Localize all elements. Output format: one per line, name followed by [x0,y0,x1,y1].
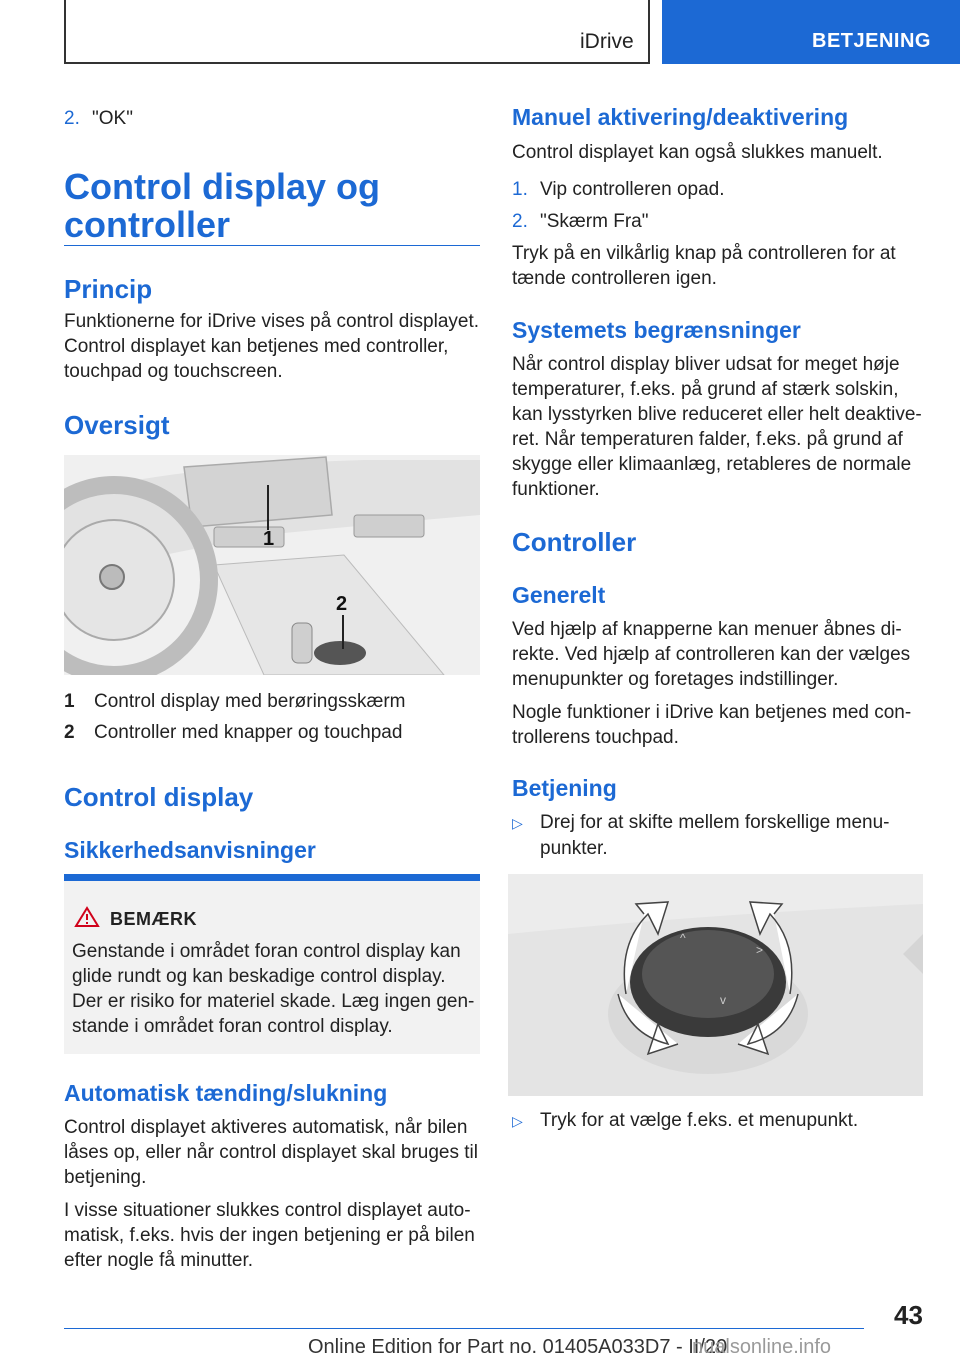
text-line: Funktionerne for iDrive vises på control displayet. [64,311,480,332]
triangle-right-icon: ▷ [512,1113,523,1129]
title-divider [64,245,480,246]
callout-2: 2 [336,593,348,615]
legend-text: Control display med berøringsskærm [94,691,406,712]
page-title-line: Control display og [64,166,381,207]
step-text: "OK" [92,108,133,129]
bullet-text: Drej for at skifte mellem forskellige menu- [540,812,890,833]
text-line: glide rundt og kan beskadige control display. [72,966,446,987]
bullet-text: Tryk for at vælge f.eks. et menupunkt. [540,1110,859,1131]
text-line: I visse situationer slukkes control displayet auto- [64,1200,471,1221]
heading-generelt: Generelt [512,582,606,608]
text-line: Når control display bliver udsat for meget høje [512,354,900,375]
step-text: "Skærm Fra" [540,211,649,232]
heading-manuel: Manuel aktivering/deaktivering [512,104,849,130]
controller-rotate-illustration [508,874,923,1096]
bullet-item [512,1108,932,1134]
heading-sikkerhed: Sikkerhedsanvisninger [64,837,316,863]
text-line: skygge eller klimaanlæg, retableres de normale [512,454,912,475]
text-line: menupunkter og foretages indstillinger. [512,669,839,690]
list-item [512,209,649,234]
svg-text:>: > [756,943,764,957]
note-title: BEMÆRK [110,909,197,929]
footer-watermark: nualsonline.info [692,1336,831,1358]
text-line: kan lysstyrken blive reduceret eller helt deaktive- [512,404,922,425]
text-line: Nogle funktioner i iDrive kan betjenes med con- [512,702,912,723]
warning-note [64,874,480,1054]
heading-control-display: Control display [64,782,254,812]
step-number: 2. [512,211,528,232]
text-line: Ved hjælp af knapperne kan menuer åbnes di- [512,619,902,640]
text-line: funktioner. [512,479,600,500]
text-line: tænde controlleren igen. [512,268,717,289]
text-line: efter nogle få minutter. [64,1250,254,1271]
legend-number: 2 [64,722,75,743]
generelt-paragraph [512,617,937,692]
footer-edition: Online Edition for Part no. 01405A033D7 - II/20 [308,1336,728,1358]
header-frame [64,0,650,64]
cockpit-illustration [64,455,480,675]
text-line: låses op, eller når control displayet skal bruges til [64,1142,478,1163]
footer-divider [64,1328,864,1329]
heading-systemets: Systemets begrænsninger [512,317,801,343]
list-item [64,106,133,131]
manuel-after-paragraph [512,241,932,291]
text-line: trollerens touchpad. [512,727,679,748]
header-section-title: iDrive [580,30,634,53]
step-text: Vip controlleren opad. [540,179,725,200]
page-title [64,168,380,244]
automatisk-paragraph-2 [64,1198,494,1273]
heading-controller: Controller [512,527,637,557]
systemets-paragraph [512,352,937,502]
heading-princip: Princip [64,274,153,304]
manuel-paragraph: Control displayet kan også slukkes manuelt. [512,142,883,163]
text-line: Der er risiko for materiel skade. Læg ingen gen- [72,991,475,1012]
warning-triangle-icon [74,906,100,928]
text-line: Genstande i området foran control display kan [72,941,461,962]
heading-automatisk: Automatisk tænding/slukning [64,1080,388,1106]
text-line: Control displayet aktiveres automatisk, når bilen [64,1117,468,1138]
text-line: matisk, f.eks. hvis der ingen betjening er på bilen [64,1225,475,1246]
page-number: 43 [894,1300,923,1330]
bullet-item [512,810,932,861]
header-chapter-label: BETJENING [812,30,931,52]
heading-oversigt: Oversigt [64,410,170,440]
list-item [512,177,725,202]
heading-betjening: Betjening [512,775,617,801]
bullet-text: punkter. [540,838,608,859]
text-line: stande i området foran control display. [72,1016,393,1037]
legend-text: Controller med knapper og touchpad [94,722,403,743]
text-line: rekte. Ved hjælp af controlleren kan der vælges [512,644,911,665]
page-title-line: controller [64,204,231,245]
text-line: betjening. [64,1167,147,1188]
text-line: touchpad og touchscreen. [64,361,283,382]
princip-paragraph [64,309,494,384]
controller-drawing [508,874,923,1096]
generelt-paragraph-2 [512,700,937,750]
note-body [72,939,476,1039]
step-number: 1. [512,179,528,200]
automatisk-paragraph [64,1115,494,1190]
text-line: ret. Når temperaturen falder, f.eks. på grund af [512,429,903,450]
text-line: Tryk på en vilkårlig knap på controlleren for at [512,243,896,264]
text-line: Control displayet kan betjenes med controller, [64,336,449,357]
legend-item [64,689,406,714]
svg-text:^: ^ [680,931,686,945]
cockpit-drawing [64,455,480,675]
legend-item [64,720,402,745]
triangle-right-icon: ▷ [512,815,523,831]
svg-text:v: v [720,993,726,1007]
header-chapter-tab[interactable] [662,0,960,64]
callout-1: 1 [263,528,275,550]
step-number: 2. [64,108,80,129]
text-line: temperaturer, f.eks. på grund af stærk solskin, [512,379,899,400]
legend-number: 1 [64,691,75,712]
